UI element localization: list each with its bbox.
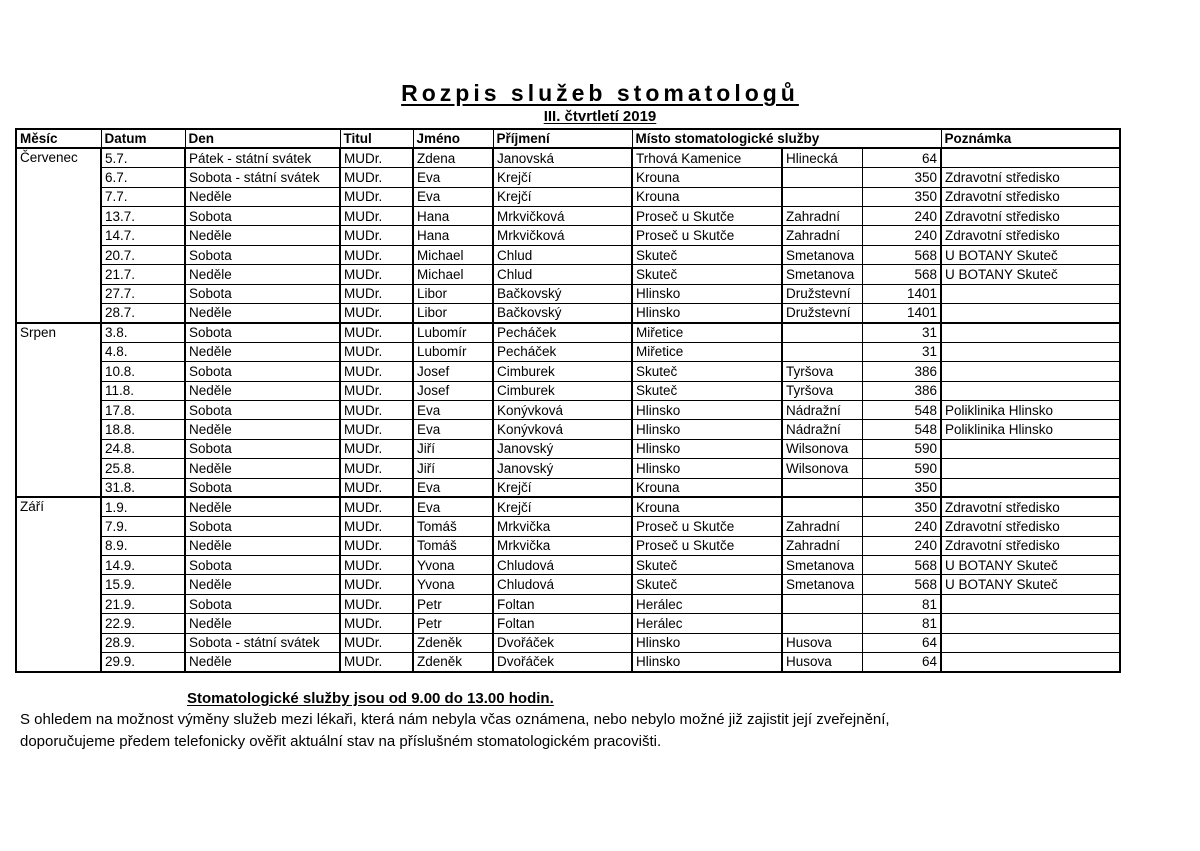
cell-datum: 28.7. bbox=[101, 304, 185, 323]
cell-ulice: Smetanova bbox=[782, 245, 862, 264]
cell-datum: 5.7. bbox=[101, 148, 185, 167]
cell-cislo: 590 bbox=[862, 439, 941, 458]
cell-misto: Hlinsko bbox=[632, 304, 782, 323]
cell-prijmeni: Janovský bbox=[493, 439, 632, 458]
cell-misto: Miřetice bbox=[632, 323, 782, 342]
cell-prijmeni: Chlud bbox=[493, 245, 632, 264]
header-mesic: Měsíc bbox=[16, 129, 101, 148]
cell-den: Sobota bbox=[185, 400, 340, 419]
cell-ulice bbox=[782, 614, 862, 633]
cell-titul: MUDr. bbox=[340, 556, 413, 575]
cell-titul: MUDr. bbox=[340, 517, 413, 536]
cell-poznamka: U BOTANY Skuteč bbox=[941, 265, 1120, 284]
cell-titul: MUDr. bbox=[340, 439, 413, 458]
cell-ulice: Smetanova bbox=[782, 556, 862, 575]
cell-jmeno: Jiří bbox=[413, 459, 493, 478]
cell-den: Sobota bbox=[185, 245, 340, 264]
table-row bbox=[16, 304, 1120, 323]
cell-jmeno: Hana bbox=[413, 226, 493, 245]
cell-titul: MUDr. bbox=[340, 323, 413, 342]
cell-misto: Skuteč bbox=[632, 381, 782, 400]
cell-misto: Hlinsko bbox=[632, 420, 782, 439]
cell-poznamka: Poliklinika Hlinsko bbox=[941, 400, 1120, 419]
cell-jmeno: Eva bbox=[413, 497, 493, 516]
cell-poznamka: Zdravotní středisko bbox=[941, 187, 1120, 206]
cell-poznamka bbox=[941, 633, 1120, 652]
table-row bbox=[16, 517, 1120, 536]
cell-misto: Krouna bbox=[632, 497, 782, 516]
cell-datum: 14.7. bbox=[101, 226, 185, 245]
cell-datum: 10.8. bbox=[101, 362, 185, 381]
cell-cislo: 1401 bbox=[862, 284, 941, 303]
cell-ulice: Husova bbox=[782, 653, 862, 672]
cell-misto: Hlinsko bbox=[632, 459, 782, 478]
cell-misto: Krouna bbox=[632, 168, 782, 187]
cell-cislo: 568 bbox=[862, 556, 941, 575]
document-subtitle: III. čtvrtletí 2019 bbox=[543, 108, 657, 125]
cell-mesic: Červenec bbox=[16, 148, 101, 323]
cell-den: Neděle bbox=[185, 497, 340, 516]
cell-poznamka bbox=[941, 594, 1120, 613]
cell-misto: Trhová Kamenice bbox=[632, 148, 782, 167]
cell-misto: Skuteč bbox=[632, 265, 782, 284]
cell-den: Neděle bbox=[185, 614, 340, 633]
cell-ulice: Zahradní bbox=[782, 517, 862, 536]
cell-jmeno: Jiří bbox=[413, 439, 493, 458]
cell-cislo: 64 bbox=[862, 148, 941, 167]
cell-titul: MUDr. bbox=[340, 614, 413, 633]
cell-prijmeni: Janovská bbox=[493, 148, 632, 167]
cell-ulice bbox=[782, 497, 862, 516]
cell-mesic: Srpen bbox=[16, 323, 101, 498]
cell-prijmeni: Krejčí bbox=[493, 497, 632, 516]
cell-datum: 15.9. bbox=[101, 575, 185, 594]
cell-datum: 18.8. bbox=[101, 420, 185, 439]
table-row bbox=[16, 323, 1120, 342]
cell-misto: Hlinsko bbox=[632, 284, 782, 303]
cell-poznamka bbox=[941, 381, 1120, 400]
cell-jmeno: Petr bbox=[413, 594, 493, 613]
cell-cislo: 240 bbox=[862, 226, 941, 245]
cell-misto: Krouna bbox=[632, 478, 782, 497]
cell-ulice: Družstevní bbox=[782, 304, 862, 323]
cell-jmeno: Hana bbox=[413, 207, 493, 226]
cell-prijmeni: Krejčí bbox=[493, 187, 632, 206]
cell-den: Pátek - státní svátek bbox=[185, 148, 340, 167]
cell-titul: MUDr. bbox=[340, 459, 413, 478]
cell-den: Sobota bbox=[185, 284, 340, 303]
cell-ulice: Tyršova bbox=[782, 381, 862, 400]
cell-cislo: 568 bbox=[862, 575, 941, 594]
cell-den: Neděle bbox=[185, 226, 340, 245]
cell-datum: 21.7. bbox=[101, 265, 185, 284]
cell-cislo: 568 bbox=[862, 245, 941, 264]
cell-misto: Proseč u Skutče bbox=[632, 226, 782, 245]
table-row bbox=[16, 575, 1120, 594]
cell-misto: Hlinsko bbox=[632, 439, 782, 458]
cell-jmeno: Michael bbox=[413, 245, 493, 264]
cell-titul: MUDr. bbox=[340, 478, 413, 497]
cell-datum: 31.8. bbox=[101, 478, 185, 497]
cell-datum: 17.8. bbox=[101, 400, 185, 419]
table-row bbox=[16, 633, 1120, 652]
cell-misto: Miřetice bbox=[632, 342, 782, 361]
table-row bbox=[16, 439, 1120, 458]
cell-ulice: Nádražní bbox=[782, 420, 862, 439]
cell-ulice: Tyršova bbox=[782, 362, 862, 381]
cell-ulice: Smetanova bbox=[782, 265, 862, 284]
cell-prijmeni: Janovský bbox=[493, 459, 632, 478]
cell-misto: Hlinsko bbox=[632, 653, 782, 672]
cell-misto: Krouna bbox=[632, 187, 782, 206]
cell-jmeno: Lubomír bbox=[413, 323, 493, 342]
table-row bbox=[16, 400, 1120, 419]
header-datum: Datum bbox=[101, 129, 185, 148]
cell-datum: 11.8. bbox=[101, 381, 185, 400]
cell-cislo: 240 bbox=[862, 536, 941, 555]
cell-titul: MUDr. bbox=[340, 265, 413, 284]
cell-prijmeni: Foltan bbox=[493, 614, 632, 633]
exchange-note-line-1: S ohledem na možnost výměny služeb mezi lékaři, která nám nebyla včas oznámena, nebo nebylo možné již zajistit její zveřejnění, bbox=[20, 711, 890, 728]
cell-ulice bbox=[782, 478, 862, 497]
cell-titul: MUDr. bbox=[340, 226, 413, 245]
cell-misto: Herálec bbox=[632, 594, 782, 613]
header-den: Den bbox=[185, 129, 340, 148]
cell-den: Sobota bbox=[185, 594, 340, 613]
header-misto: Místo stomatologické služby bbox=[632, 129, 941, 148]
cell-prijmeni: Krejčí bbox=[493, 478, 632, 497]
cell-den: Sobota bbox=[185, 323, 340, 342]
cell-titul: MUDr. bbox=[340, 575, 413, 594]
cell-den: Sobota - státní svátek bbox=[185, 633, 340, 652]
cell-prijmeni: Mrkvička bbox=[493, 536, 632, 555]
cell-poznamka bbox=[941, 284, 1120, 303]
cell-poznamka bbox=[941, 439, 1120, 458]
cell-cislo: 64 bbox=[862, 633, 941, 652]
cell-ulice: Smetanova bbox=[782, 575, 862, 594]
cell-misto: Skuteč bbox=[632, 575, 782, 594]
table-row bbox=[16, 187, 1120, 206]
cell-prijmeni: Mrkvičková bbox=[493, 226, 632, 245]
cell-datum: 4.8. bbox=[101, 342, 185, 361]
cell-cislo: 548 bbox=[862, 400, 941, 419]
cell-poznamka: U BOTANY Skuteč bbox=[941, 556, 1120, 575]
cell-datum: 24.8. bbox=[101, 439, 185, 458]
cell-datum: 7.9. bbox=[101, 517, 185, 536]
table-row bbox=[16, 420, 1120, 439]
cell-cislo: 350 bbox=[862, 478, 941, 497]
table-row bbox=[16, 497, 1120, 516]
table-row bbox=[16, 207, 1120, 226]
cell-misto: Skuteč bbox=[632, 245, 782, 264]
table-header-row bbox=[16, 129, 1120, 148]
cell-poznamka bbox=[941, 323, 1120, 342]
cell-poznamka: Zdravotní středisko bbox=[941, 168, 1120, 187]
cell-ulice: Wilsonova bbox=[782, 439, 862, 458]
cell-cislo: 240 bbox=[862, 207, 941, 226]
cell-jmeno: Josef bbox=[413, 362, 493, 381]
cell-ulice: Družstevní bbox=[782, 284, 862, 303]
cell-titul: MUDr. bbox=[340, 342, 413, 361]
cell-den: Sobota bbox=[185, 439, 340, 458]
cell-misto: Herálec bbox=[632, 614, 782, 633]
cell-cislo: 240 bbox=[862, 517, 941, 536]
cell-ulice: Zahradní bbox=[782, 536, 862, 555]
cell-den: Neděle bbox=[185, 342, 340, 361]
cell-ulice: Nádražní bbox=[782, 400, 862, 419]
table-row bbox=[16, 459, 1120, 478]
cell-poznamka bbox=[941, 459, 1120, 478]
cell-cislo: 81 bbox=[862, 594, 941, 613]
table-row bbox=[16, 594, 1120, 613]
cell-prijmeni: Konývková bbox=[493, 400, 632, 419]
table-row bbox=[16, 168, 1120, 187]
cell-den: Neděle bbox=[185, 265, 340, 284]
cell-prijmeni: Konývková bbox=[493, 420, 632, 439]
cell-datum: 1.9. bbox=[101, 497, 185, 516]
cell-jmeno: Lubomír bbox=[413, 342, 493, 361]
header-poznamka: Poznámka bbox=[941, 129, 1120, 148]
cell-poznamka bbox=[941, 362, 1120, 381]
cell-jmeno: Tomáš bbox=[413, 536, 493, 555]
table-row bbox=[16, 614, 1120, 633]
cell-poznamka: Zdravotní středisko bbox=[941, 536, 1120, 555]
cell-jmeno: Zdena bbox=[413, 148, 493, 167]
cell-den: Neděle bbox=[185, 187, 340, 206]
cell-prijmeni: Chludová bbox=[493, 575, 632, 594]
cell-titul: MUDr. bbox=[340, 168, 413, 187]
header-titul: Titul bbox=[340, 129, 413, 148]
cell-cislo: 64 bbox=[862, 653, 941, 672]
cell-jmeno: Zdeněk bbox=[413, 653, 493, 672]
cell-prijmeni: Krejčí bbox=[493, 168, 632, 187]
cell-cislo: 386 bbox=[862, 381, 941, 400]
cell-cislo: 350 bbox=[862, 497, 941, 516]
cell-jmeno: Petr bbox=[413, 614, 493, 633]
cell-ulice bbox=[782, 168, 862, 187]
cell-poznamka bbox=[941, 614, 1120, 633]
cell-poznamka: Zdravotní středisko bbox=[941, 226, 1120, 245]
cell-prijmeni: Cimburek bbox=[493, 381, 632, 400]
cell-prijmeni: Pecháček bbox=[493, 323, 632, 342]
cell-jmeno: Eva bbox=[413, 187, 493, 206]
table-row bbox=[16, 284, 1120, 303]
cell-misto: Proseč u Skutče bbox=[632, 207, 782, 226]
cell-den: Neděle bbox=[185, 420, 340, 439]
cell-den: Sobota - státní svátek bbox=[185, 168, 340, 187]
cell-datum: 25.8. bbox=[101, 459, 185, 478]
cell-ulice bbox=[782, 594, 862, 613]
cell-titul: MUDr. bbox=[340, 594, 413, 613]
cell-prijmeni: Mrkvička bbox=[493, 517, 632, 536]
cell-titul: MUDr. bbox=[340, 497, 413, 516]
cell-titul: MUDr. bbox=[340, 187, 413, 206]
cell-den: Neděle bbox=[185, 304, 340, 323]
cell-datum: 29.9. bbox=[101, 653, 185, 672]
cell-jmeno: Eva bbox=[413, 400, 493, 419]
cell-cislo: 81 bbox=[862, 614, 941, 633]
cell-den: Neděle bbox=[185, 459, 340, 478]
cell-poznamka bbox=[941, 304, 1120, 323]
header-jmeno: Jméno bbox=[413, 129, 493, 148]
cell-titul: MUDr. bbox=[340, 633, 413, 652]
cell-titul: MUDr. bbox=[340, 148, 413, 167]
exchange-note-line-2: doporučujeme předem telefonicky ověřit aktuální stav na příslušném stomatologickém pracovišti. bbox=[20, 733, 662, 750]
cell-titul: MUDr. bbox=[340, 245, 413, 264]
cell-poznamka bbox=[941, 478, 1120, 497]
cell-cislo: 386 bbox=[862, 362, 941, 381]
cell-cislo: 350 bbox=[862, 168, 941, 187]
cell-titul: MUDr. bbox=[340, 420, 413, 439]
table-row bbox=[16, 148, 1120, 167]
table-body bbox=[16, 148, 1120, 672]
cell-prijmeni: Foltan bbox=[493, 594, 632, 613]
cell-ulice: Husova bbox=[782, 633, 862, 652]
cell-prijmeni: Chlud bbox=[493, 265, 632, 284]
cell-ulice: Wilsonova bbox=[782, 459, 862, 478]
cell-jmeno: Yvona bbox=[413, 556, 493, 575]
cell-poznamka bbox=[941, 342, 1120, 361]
cell-den: Neděle bbox=[185, 536, 340, 555]
cell-titul: MUDr. bbox=[340, 362, 413, 381]
cell-jmeno: Michael bbox=[413, 265, 493, 284]
cell-den: Sobota bbox=[185, 517, 340, 536]
cell-mesic: Září bbox=[16, 497, 101, 672]
cell-misto: Proseč u Skutče bbox=[632, 536, 782, 555]
header-prijmeni: Příjmení bbox=[493, 129, 632, 148]
table-row bbox=[16, 265, 1120, 284]
cell-den: Sobota bbox=[185, 362, 340, 381]
cell-titul: MUDr. bbox=[340, 207, 413, 226]
cell-den: Neděle bbox=[185, 575, 340, 594]
cell-den: Sobota bbox=[185, 556, 340, 575]
cell-titul: MUDr. bbox=[340, 536, 413, 555]
cell-poznamka: Zdravotní středisko bbox=[941, 207, 1120, 226]
cell-datum: 13.7. bbox=[101, 207, 185, 226]
cell-poznamka bbox=[941, 653, 1120, 672]
cell-poznamka: Zdravotní středisko bbox=[941, 517, 1120, 536]
cell-titul: MUDr. bbox=[340, 284, 413, 303]
cell-cislo: 548 bbox=[862, 420, 941, 439]
cell-jmeno: Eva bbox=[413, 420, 493, 439]
table-row bbox=[16, 342, 1120, 361]
service-hours-note: Stomatologické služby jsou od 9.00 do 13.00 hodin. bbox=[187, 690, 554, 707]
cell-datum: 20.7. bbox=[101, 245, 185, 264]
cell-den: Neděle bbox=[185, 653, 340, 672]
duty-schedule-table bbox=[15, 128, 1121, 673]
cell-prijmeni: Pecháček bbox=[493, 342, 632, 361]
cell-ulice: Hlinecká bbox=[782, 148, 862, 167]
cell-misto: Hlinsko bbox=[632, 400, 782, 419]
cell-jmeno: Libor bbox=[413, 284, 493, 303]
cell-jmeno: Josef bbox=[413, 381, 493, 400]
cell-jmeno: Eva bbox=[413, 168, 493, 187]
cell-jmeno: Eva bbox=[413, 478, 493, 497]
cell-cislo: 31 bbox=[862, 342, 941, 361]
cell-ulice bbox=[782, 342, 862, 361]
cell-den: Sobota bbox=[185, 478, 340, 497]
cell-prijmeni: Cimburek bbox=[493, 362, 632, 381]
cell-poznamka: Zdravotní středisko bbox=[941, 497, 1120, 516]
cell-datum: 3.8. bbox=[101, 323, 185, 342]
cell-poznamka bbox=[941, 148, 1120, 167]
cell-titul: MUDr. bbox=[340, 653, 413, 672]
cell-cislo: 568 bbox=[862, 265, 941, 284]
table-row bbox=[16, 653, 1120, 672]
cell-poznamka: Poliklinika Hlinsko bbox=[941, 420, 1120, 439]
cell-jmeno: Tomáš bbox=[413, 517, 493, 536]
cell-den: Sobota bbox=[185, 207, 340, 226]
cell-poznamka: U BOTANY Skuteč bbox=[941, 575, 1120, 594]
cell-prijmeni: Dvořáček bbox=[493, 633, 632, 652]
cell-titul: MUDr. bbox=[340, 381, 413, 400]
cell-titul: MUDr. bbox=[340, 400, 413, 419]
cell-poznamka: U BOTANY Skuteč bbox=[941, 245, 1120, 264]
cell-misto: Proseč u Skutče bbox=[632, 517, 782, 536]
cell-misto: Skuteč bbox=[632, 362, 782, 381]
cell-datum: 27.7. bbox=[101, 284, 185, 303]
cell-datum: 6.7. bbox=[101, 168, 185, 187]
cell-ulice bbox=[782, 323, 862, 342]
cell-titul: MUDr. bbox=[340, 304, 413, 323]
cell-ulice: Zahradní bbox=[782, 207, 862, 226]
cell-prijmeni: Bačkovský bbox=[493, 304, 632, 323]
cell-datum: 8.9. bbox=[101, 536, 185, 555]
table-row bbox=[16, 226, 1120, 245]
document-title: Rozpis služeb stomatologů bbox=[401, 80, 799, 106]
cell-prijmeni: Chludová bbox=[493, 556, 632, 575]
cell-cislo: 31 bbox=[862, 323, 941, 342]
table-row bbox=[16, 478, 1120, 497]
cell-datum: 28.9. bbox=[101, 633, 185, 652]
cell-ulice: Zahradní bbox=[782, 226, 862, 245]
table-row bbox=[16, 362, 1120, 381]
cell-cislo: 590 bbox=[862, 459, 941, 478]
cell-prijmeni: Mrkvičková bbox=[493, 207, 632, 226]
cell-jmeno: Libor bbox=[413, 304, 493, 323]
table-row bbox=[16, 556, 1120, 575]
cell-datum: 22.9. bbox=[101, 614, 185, 633]
cell-datum: 21.9. bbox=[101, 594, 185, 613]
cell-prijmeni: Dvořáček bbox=[493, 653, 632, 672]
cell-ulice bbox=[782, 187, 862, 206]
cell-datum: 7.7. bbox=[101, 187, 185, 206]
cell-jmeno: Yvona bbox=[413, 575, 493, 594]
cell-prijmeni: Bačkovský bbox=[493, 284, 632, 303]
cell-den: Neděle bbox=[185, 381, 340, 400]
table-row bbox=[16, 536, 1120, 555]
cell-misto: Skuteč bbox=[632, 556, 782, 575]
table-row bbox=[16, 245, 1120, 264]
cell-cislo: 350 bbox=[862, 187, 941, 206]
table-row bbox=[16, 381, 1120, 400]
cell-datum: 14.9. bbox=[101, 556, 185, 575]
cell-cislo: 1401 bbox=[862, 304, 941, 323]
cell-jmeno: Zdeněk bbox=[413, 633, 493, 652]
cell-misto: Hlinsko bbox=[632, 633, 782, 652]
